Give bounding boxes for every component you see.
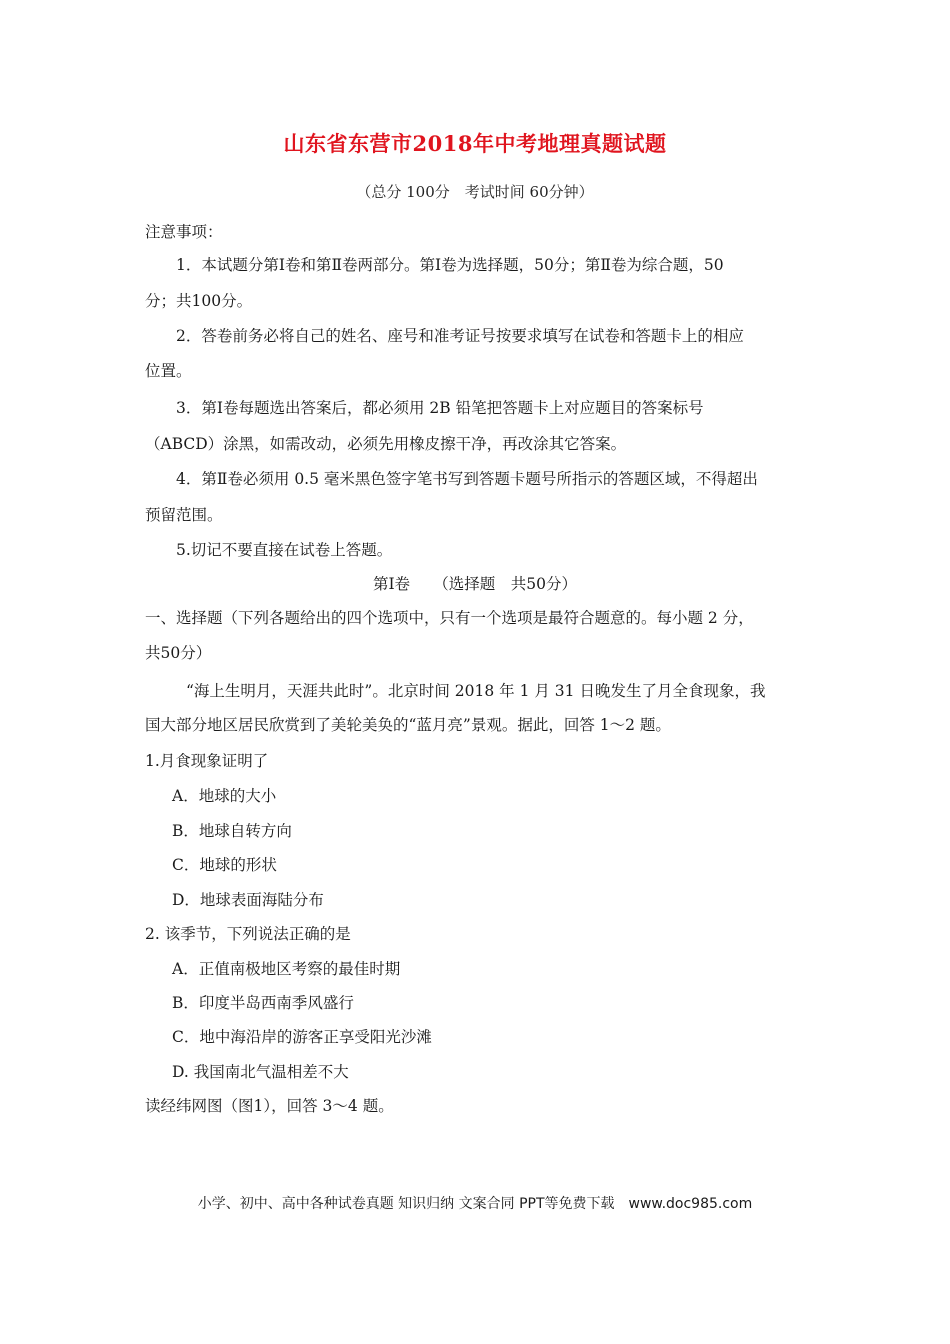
part-heading: 一、选择题（下列各题给出的四个选项中，只有一个选项是最符合题意的。每小题 2 分， xyxy=(145,609,754,627)
section-title: 第Ⅰ卷 （选择题 共50分） xyxy=(372,575,578,593)
part-heading-cont: 共50分） xyxy=(145,644,212,662)
question-2-option-b: B．印度半岛西南季风盛行 xyxy=(172,994,354,1012)
question-2-option-a: A．正值南极地区考察的最佳时期 xyxy=(172,960,401,978)
notice-item-2-cont: 位置。 xyxy=(145,362,192,380)
question-2-stem: 2. 该季节，下列说法正确的是 xyxy=(145,925,351,943)
notice-item-1-cont: 分；共100分。 xyxy=(145,292,253,310)
question-2-option-d: D. 我国南北气温相差不大 xyxy=(172,1063,349,1081)
notice-item-2: 2．答卷前务必将自己的姓名、座号和准考证号按要求填写在试卷和答题卡上的相应 xyxy=(176,327,744,345)
notice-item-4-cont: 预留范围。 xyxy=(145,506,223,524)
question-2-option-c: C．地中海沿岸的游客正享受阳光沙滩 xyxy=(172,1028,432,1046)
exam-title: 山东省东营市2018年中考地理真题试题 xyxy=(283,131,667,156)
notice-heading: 注意事项： xyxy=(145,223,223,241)
notice-item-3-cont: （ABCD）涂黑，如需改动，必须先用橡皮擦干净，再改涂其它答案。 xyxy=(145,435,627,453)
exam-subtitle: （总分 100分 考试时间 60分钟） xyxy=(356,183,594,201)
notice-item-4: 4．第Ⅱ卷必须用 0.5 毫米黑色签字笔书写到答题卡题号所指示的答题区域，不得超出 xyxy=(176,470,758,488)
page-footer: 小学、初中、高中各种试卷真题 知识归纳 文案合同 PPT等免费下载 www.doc985.com xyxy=(197,1196,753,1212)
question-1-option-d: D．地球表面海陆分布 xyxy=(172,891,324,909)
question-1-option-b: B．地球自转方向 xyxy=(172,822,292,840)
notice-item-5: 5.切记不要直接在试卷上答题。 xyxy=(176,541,393,559)
question-1-stem: 1.月食现象证明了 xyxy=(145,752,269,770)
question-1-option-a: A．地球的大小 xyxy=(172,787,277,805)
passage: “海上生明月，天涯共此时”。北京时间 2018 年 1 月 31 日晚发生了月全食现象，我 xyxy=(186,682,766,700)
notice-item-3: 3．第Ⅰ卷每题选出答案后，都必须用 2B 铅笔把答题卡上对应题目的答案标号 xyxy=(176,399,704,417)
notice-item-1: 1．本试题分第Ⅰ卷和第Ⅱ卷两部分。第Ⅰ卷为选择题，50分；第Ⅱ卷为综合题，50 xyxy=(176,256,724,274)
question-1-option-c: C．地球的形状 xyxy=(172,856,277,874)
question-3-4-intro: 读经纬网图（图1），回答 3～4 题。 xyxy=(145,1097,394,1115)
passage-cont: 国大部分地区居民欣赏到了美轮美奂的“蓝月亮”景观。据此，回答 1～2 题。 xyxy=(145,716,671,734)
